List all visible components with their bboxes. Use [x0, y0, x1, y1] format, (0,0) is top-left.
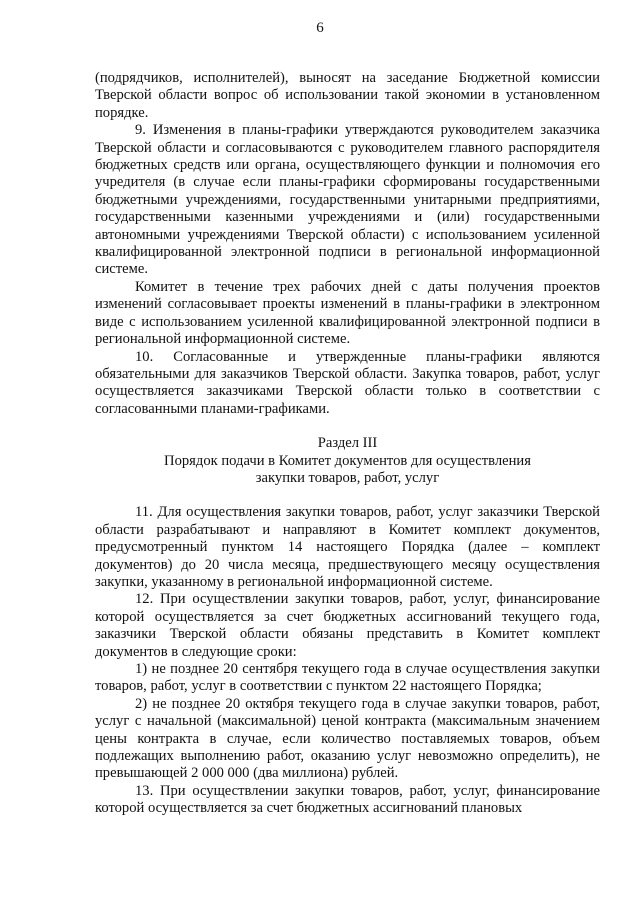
page-number: 6	[316, 20, 324, 36]
paragraph-subitem-2: 2) не позднее 20 октября текущего года в случае закупки товаров, работ, услуг с начальной (максимальной) ценой контракта (максимальным значением цены контракта в случае, если количество поставляемых товаров, объем подлежащих выполнению работ, оказанию услуг невозможно определить), не превышающей 2 000 000 (два миллиона) рублей.	[95, 695, 600, 782]
paragraph-item-11: 11. Для осуществления закупки товаров, работ, услуг заказчики Тверской области разрабатывают и направляют в Комитет комплект документов, предусмотренный пунктом 14 настоящего Порядка (далее – комплект документов) до 20 числа месяца, предшествующего месяцу осуществления закупки, указанному в региональной информационной системе.	[95, 504, 600, 590]
paragraph-item-10: 10. Согласованные и утвержденные планы-графики являются обязательными для заказчиков Тверской области. Закупка товаров, работ, услуг осуществляется заказчиками Тверской области только в соответствии с согласованными планами-графиками.	[95, 348, 600, 417]
document-body	[95, 70, 600, 818]
section-heading	[95, 435, 600, 487]
section-title-line-1: Порядок подачи в Комитет документов для осуществления	[164, 452, 531, 469]
section-title-line-2: закупки товаров, работ, услуг	[255, 469, 440, 486]
paragraph-item-13: 13. При осуществлении закупки товаров, работ, услуг, финансирование которой осуществляется за счет бюджетных ассигнований плановых	[95, 782, 600, 817]
paragraph-item-9: 9. Изменения в планы-графики утверждаются руководителем заказчика Тверской области и согласовываются с руководителем главного распорядителя бюджетных средств или органа, осуществляющего функции и полномочия его учредителя (в случае если планы-графики сформированы государственными бюджетными учреждениями, государственными унитарными предприятиями, государственными казенными учреждениями и (или) государственными автономными учреждениями Тверской области) с использованием усиленной квалифицированной электронной подписи в региональной информационной системе.	[95, 122, 600, 278]
paragraph-subitem-1: 1) не позднее 20 сентября текущего года в случае осуществления закупки товаров, работ, услуг в соответствии с пунктом 22 настоящего Порядка;	[95, 661, 600, 695]
paragraph-item-12: 12. При осуществлении закупки товаров, работ, услуг, финансирование которой осуществляется за счет бюджетных ассигнований текущего года, заказчики Тверской области обязаны представить в Комитет комплект документов в следующие сроки:	[95, 591, 600, 660]
section-label: Раздел III	[317, 435, 378, 452]
paragraph-continuation: (подрядчиков, исполнителей), выносят на заседание Бюджетной комиссии Тверской области вопрос об использовании такой экономии в установленном порядке.	[95, 70, 600, 121]
paragraph-committee-approval: Комитет в течение трех рабочих дней с даты получения проектов изменений согласовывает проекты изменений в планы-графики в электронном виде с использованием усиленной квалифицированной электронной подписи в региональной информационной системе.	[95, 278, 600, 348]
